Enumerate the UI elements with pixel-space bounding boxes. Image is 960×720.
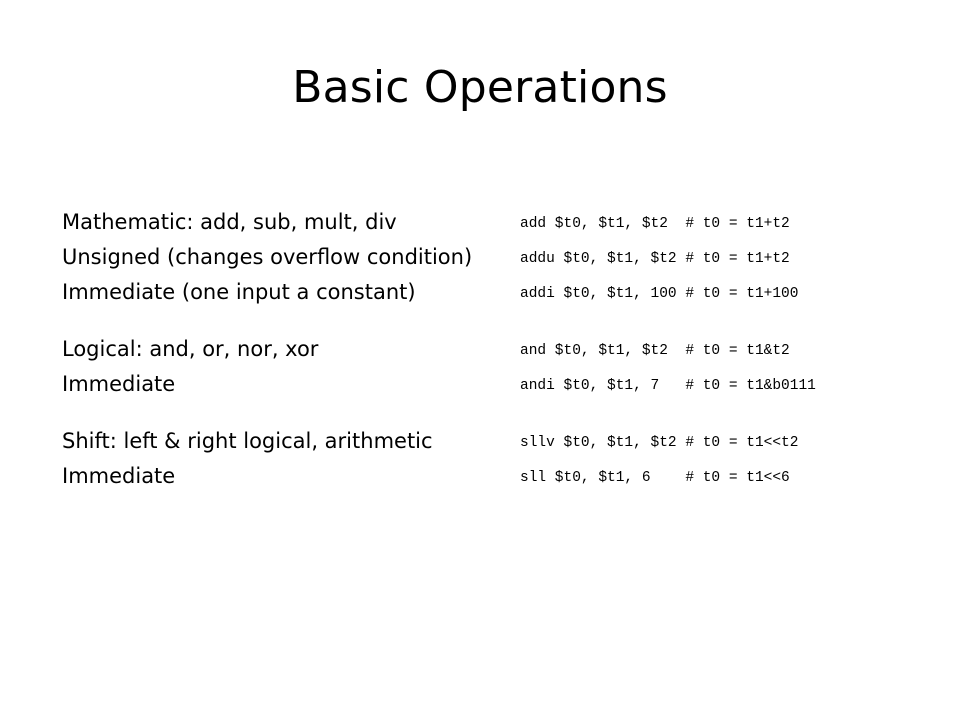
operation-row-andi [62, 367, 922, 402]
operation-row-add [62, 205, 922, 240]
operation-label: Unsigned (changes overflow condition) [62, 245, 473, 269]
code-example: andi $t0, $t1, 7 # t0 = t1&b0111 [520, 378, 816, 394]
operation-label: Immediate (one input a constant) [62, 280, 416, 304]
operation-row-and [62, 332, 922, 367]
operation-label: Shift: left & right logical, arithmetic [62, 429, 433, 453]
operation-label: Mathematic: add, sub, mult, div [62, 210, 397, 234]
code-example: sll $t0, $t1, 6 # t0 = t1<<6 [520, 470, 790, 486]
code-example: and $t0, $t1, $t2 # t0 = t1&t2 [520, 343, 790, 359]
code-example: add $t0, $t1, $t2 # t0 = t1+t2 [520, 216, 790, 232]
operation-row-addu [62, 240, 922, 275]
code-example: addu $t0, $t1, $t2 # t0 = t1+t2 [520, 251, 790, 267]
operation-row-addi [62, 275, 922, 310]
section-mathematic [62, 205, 922, 310]
operation-row-sll [62, 459, 922, 494]
code-example: addi $t0, $t1, 100 # t0 = t1+100 [520, 286, 799, 302]
slide-body [62, 205, 922, 516]
operation-row-sllv [62, 424, 922, 459]
slide-title: Basic Operations [292, 62, 668, 113]
section-shift [62, 424, 922, 494]
operation-label: Logical: and, or, nor, xor [62, 337, 319, 361]
operation-label: Immediate [62, 464, 176, 488]
code-example: sllv $t0, $t1, $t2 # t0 = t1<<t2 [520, 435, 799, 451]
operation-label: Immediate [62, 372, 176, 396]
section-logical [62, 332, 922, 402]
